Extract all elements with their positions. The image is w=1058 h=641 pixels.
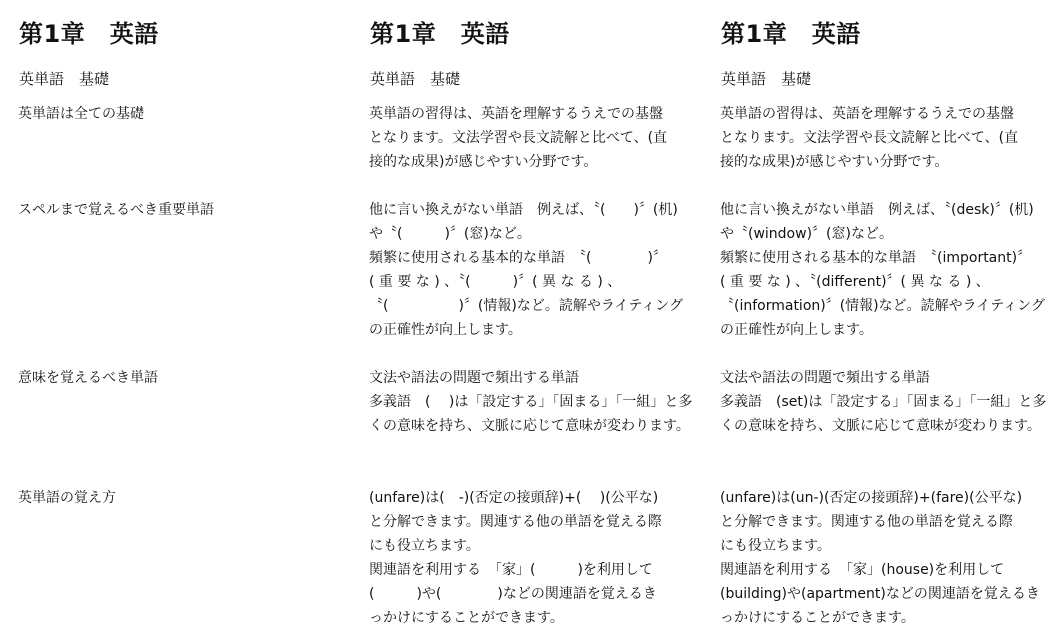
text-line: 接的な成果)が感じやすい分野です。: [369, 154, 598, 170]
paragraph-meaning-words: [369, 366, 703, 438]
paragraph-spelling-words: [369, 198, 703, 342]
text-line: 関連語を利用する 「家」( )を利用して: [369, 562, 653, 578]
paragraph-memorization: [720, 486, 1054, 630]
text-line: 〝( )〞(情報)など。読解やライティング: [369, 298, 684, 314]
chapter-title: 第1章 英語: [721, 20, 861, 48]
chapter-title: 第1章 英語: [19, 20, 159, 48]
text-line: くの意味を持ち、文脈に応じて意味が変わります。: [720, 418, 1041, 434]
text-line: 多義語 ( )は「設定する」「固まる」「一組」と多: [369, 394, 693, 410]
section-subtitle: 英単語 基礎: [19, 70, 110, 88]
text-line: (unfare)は(un-)(否定の接頭辞)+(fare)(公平な): [720, 490, 1023, 506]
text-line: となります。文法学習や長文読解と比べて、(直: [369, 130, 668, 146]
text-line: の正確性が向上します。: [369, 322, 522, 338]
text-line: 接的な成果)が感じやすい分野です。: [720, 154, 949, 170]
section-subtitle: 英単語 基礎: [721, 70, 812, 88]
text-line: (unfare)は( -)(否定の接頭辞)+( )(公平な): [369, 490, 659, 506]
text-line: と分解できます。関連する他の単語を覚える際: [369, 514, 662, 530]
topic-label: 英単語は全ての基礎: [18, 106, 144, 122]
text-line: 頻繁に使用される基本的な単語 〝( )〞: [369, 250, 667, 266]
topic-block: [18, 198, 352, 222]
text-line: っかけにすることができます。: [720, 610, 915, 626]
text-line: 英単語の習得は、英語を理解するうえでの基盤: [720, 106, 1014, 122]
topic-block: [18, 366, 352, 390]
topic-block: [18, 102, 352, 126]
text-line: 文法や語法の問題で頻出する単語: [369, 370, 579, 386]
paragraph-memorization: [369, 486, 703, 630]
topic-label: 意味を覚えるべき単語: [18, 370, 158, 386]
topic-label: スペルまで覚えるべき重要単語: [18, 202, 214, 218]
paragraph-basics: [720, 102, 1054, 174]
text-line: (building)や(apartment)などの関連語を覚えるき: [720, 586, 1040, 602]
section-subtitle: 英単語 基礎: [370, 70, 461, 88]
text-line: っかけにすることができます。: [369, 610, 564, 626]
paragraph-basics: [369, 102, 703, 174]
text-line: 〝(information)〞(情報)など。読解やライティング: [720, 298, 1045, 314]
text-line: や〝(window)〞(窓)など。: [720, 226, 893, 242]
text-line: ( 重 要 な ) 、〝( )〞( 異 な る ) 、: [369, 274, 622, 290]
text-line: や〝( )〞(窓)など。: [369, 226, 531, 242]
topic-label: 英単語の覚え方: [18, 490, 116, 506]
chapter-title: 第1章 英語: [370, 20, 510, 48]
text-line: 英単語の習得は、英語を理解するうえでの基盤: [369, 106, 663, 122]
paragraph-meaning-words: [720, 366, 1054, 438]
text-line: 頻繁に使用される基本的な単語 〝(important)〞: [720, 250, 1032, 266]
text-line: の正確性が向上します。: [720, 322, 873, 338]
text-line: と分解できます。関連する他の単語を覚える際: [720, 514, 1013, 530]
text-line: となります。文法学習や長文読解と比べて、(直: [720, 130, 1019, 146]
text-line: くの意味を持ち、文脈に応じて意味が変わります。: [369, 418, 690, 434]
topic-block: [18, 486, 352, 510]
text-line: 他に言い換えがない単語 例えば、〝(desk)〞(机): [720, 202, 1034, 218]
text-line: にも役立ちます。: [369, 538, 480, 554]
text-line: ( )や( )などの関連語を覚えるき: [369, 586, 657, 602]
text-line: 多義語 (set)は「設定する」「固まる」「一組」と多: [720, 394, 1047, 410]
text-line: にも役立ちます。: [720, 538, 831, 554]
text-line: 文法や語法の問題で頻出する単語: [720, 370, 930, 386]
text-line: 他に言い換えがない単語 例えば、〝( )〞(机): [369, 202, 678, 218]
text-line: 関連語を利用する 「家」(house)を利用して: [720, 562, 1005, 578]
paragraph-spelling-words: [720, 198, 1054, 342]
text-line: ( 重 要 な ) 、〝(different)〞( 異 な る ) 、: [720, 274, 990, 290]
